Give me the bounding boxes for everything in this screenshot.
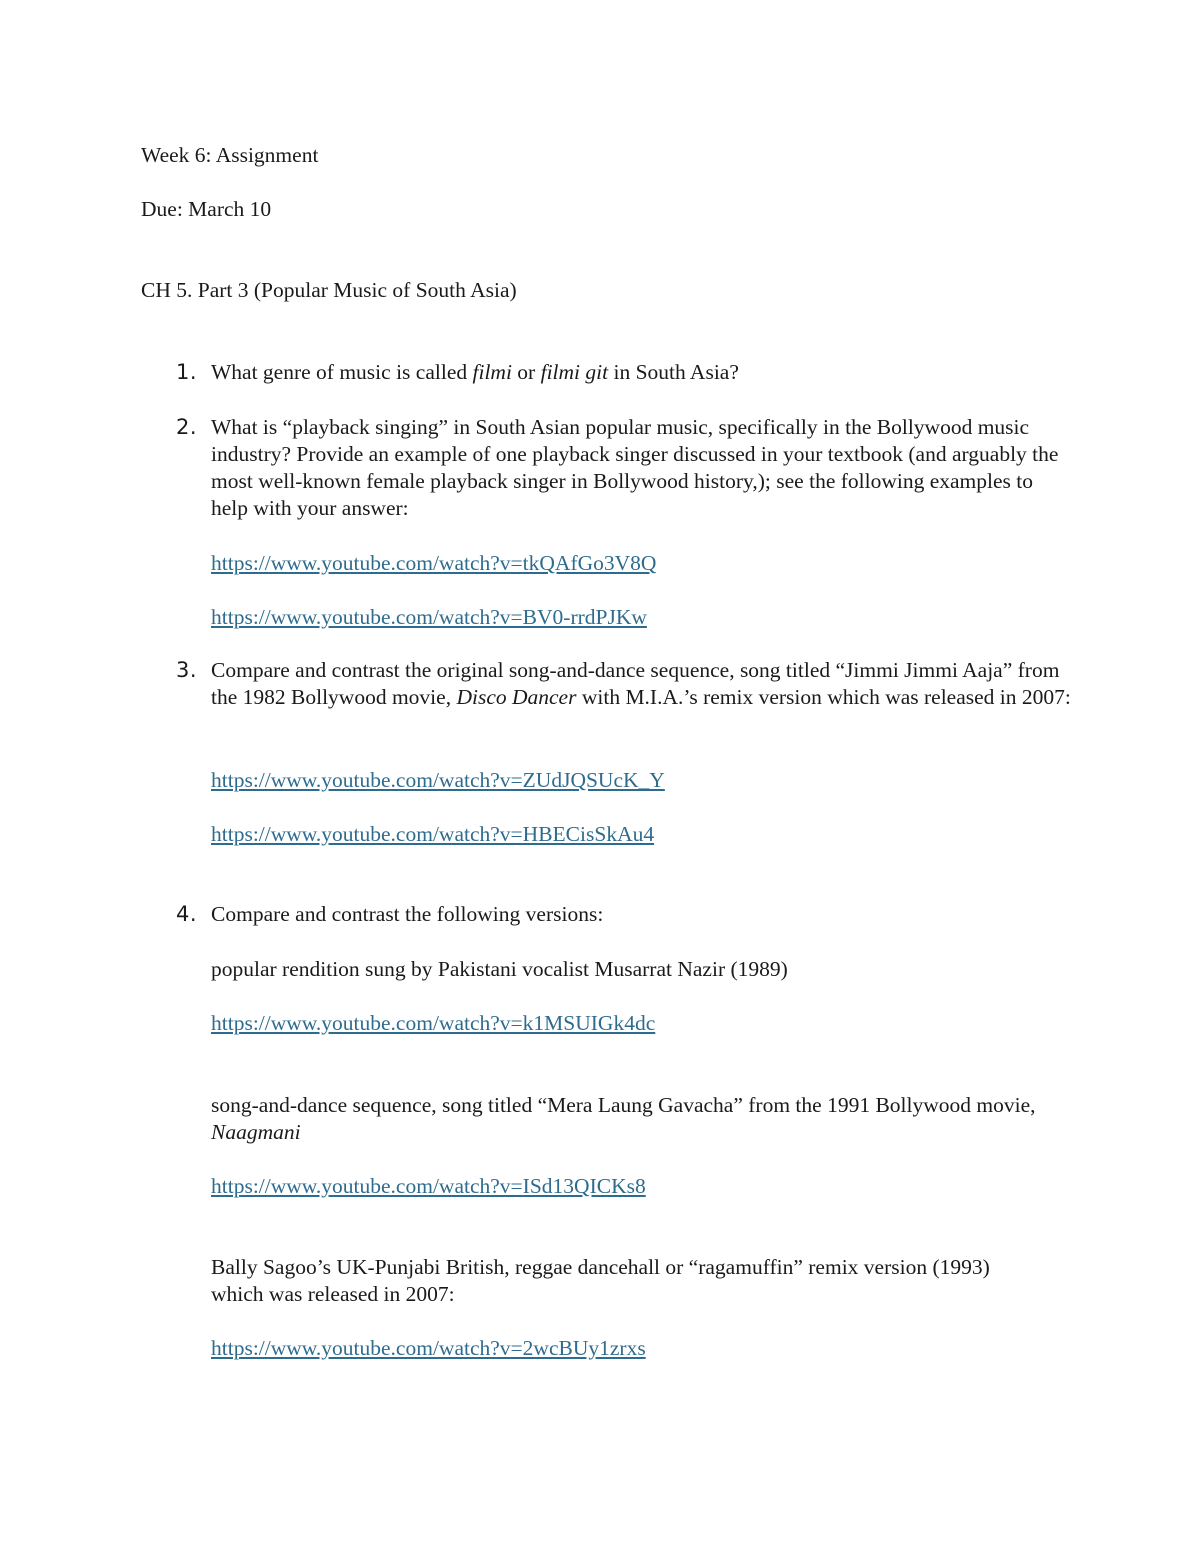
youtube-link[interactable]: https://www.youtube.com/watch?v=ISd13QICKs8 — [211, 1174, 646, 1198]
version-3-description: Bally Sagoo’s UK-Punjabi British, reggae dancehall or “ragamuffin” remix version (1993) which was released in 2007: — [211, 1255, 990, 1306]
question-2-link-2 — [211, 604, 647, 631]
question-3-number: 3. — [176, 658, 198, 682]
question-3-link-2 — [211, 821, 654, 848]
version-2-link-row — [211, 1173, 646, 1200]
chapter-heading: CH 5. Part 3 (Popular Music of South Asia) — [141, 278, 517, 302]
question-1-text: What genre of music is called filmi or filmi git in South Asia? — [211, 360, 739, 384]
version-1-link-row — [211, 1010, 655, 1037]
assignment-title: Week 6: Assignment — [141, 143, 319, 167]
question-3-link-1 — [211, 767, 665, 794]
question-2-text: What is “playback singing” in South Asian popular music, specifically in the Bollywood music industry? Provide an example of one playback singer discussed in your textbook (and arguably the most well-known female playback singer in Bollywood history,); see the following examples to help with your answer: — [211, 415, 1059, 520]
youtube-link[interactable]: https://www.youtube.com/watch?v=k1MSUIGk4dc — [211, 1011, 656, 1035]
question-4-text: Compare and contrast the following versions: — [211, 902, 604, 926]
youtube-link[interactable]: https://www.youtube.com/watch?v=tkQAfGo3V8Q — [211, 551, 657, 575]
version-3-link-row — [211, 1335, 646, 1362]
youtube-link[interactable]: https://www.youtube.com/watch?v=ZUdJQSUcK_Y — [211, 768, 665, 792]
question-4-number: 4. — [176, 902, 198, 926]
youtube-link[interactable]: https://www.youtube.com/watch?v=BV0-rrdPJKw — [211, 605, 647, 629]
question-3-text: Compare and contrast the original song-and-dance sequence, song titled “Jimmi Jimmi Aaja” from the 1982 Bollywood movie, Disco Dancer with M.I.A.’s remix version which was released in 2007: — [211, 658, 1071, 709]
version-2-description: song-and-dance sequence, song titled “Mera Laung Gavacha” from the 1991 Bollywood movie, Naagmani — [211, 1093, 1036, 1144]
due-date: Due: March 10 — [141, 197, 272, 221]
question-2-number: 2. — [176, 415, 198, 439]
youtube-link[interactable]: https://www.youtube.com/watch?v=HBECisSkAu4 — [211, 822, 655, 846]
question-2-link-1 — [211, 550, 656, 577]
question-1-number: 1. — [176, 360, 198, 384]
youtube-link[interactable]: https://www.youtube.com/watch?v=2wcBUy1zrxs — [211, 1336, 646, 1360]
version-1-description: popular rendition sung by Pakistani vocalist Musarrat Nazir (1989) — [211, 957, 788, 981]
